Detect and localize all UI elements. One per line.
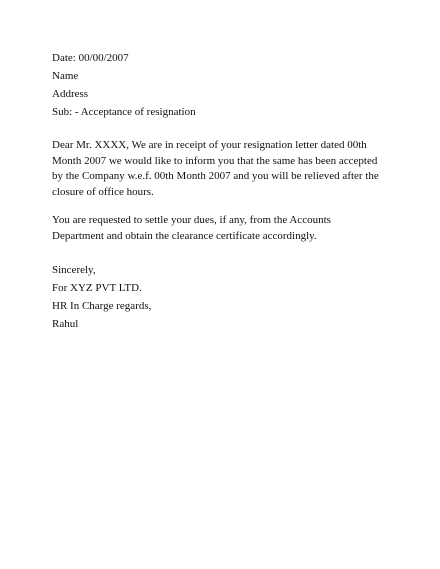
recipient-name: Name <box>52 70 79 82</box>
signatory-role: HR In Charge regards, <box>52 300 152 312</box>
body-paragraph-1-line: Dear Mr. XXXX, We are in receipt of your resignation letter dated 00th <box>52 139 367 151</box>
date-line: Date: 00/00/2007 <box>52 52 129 64</box>
body-paragraph-2-line: Department and obtain the clearance certificate accordingly. <box>52 229 317 242</box>
body-paragraph-1-line: closure of office hours. <box>52 185 154 198</box>
closing: Sincerely, <box>52 264 96 276</box>
body-paragraph-1-line: Month 2007 we would like to inform you that the same has been accepted <box>52 154 378 167</box>
company-name: For XYZ PVT LTD. <box>52 282 142 294</box>
body-paragraph-1 <box>52 138 392 200</box>
signatory-name: Rahul <box>52 318 79 330</box>
subject-line: Sub: - Acceptance of resignation <box>52 106 196 118</box>
recipient-address: Address <box>52 88 89 100</box>
body-paragraph-1-line: by the Company w.e.f. 00th Month 2007 and you will be relieved after the <box>52 170 379 182</box>
body-paragraph-2-line: You are requested to settle your dues, if any, from the Accounts <box>52 214 331 226</box>
body-paragraph-2 <box>52 213 392 244</box>
